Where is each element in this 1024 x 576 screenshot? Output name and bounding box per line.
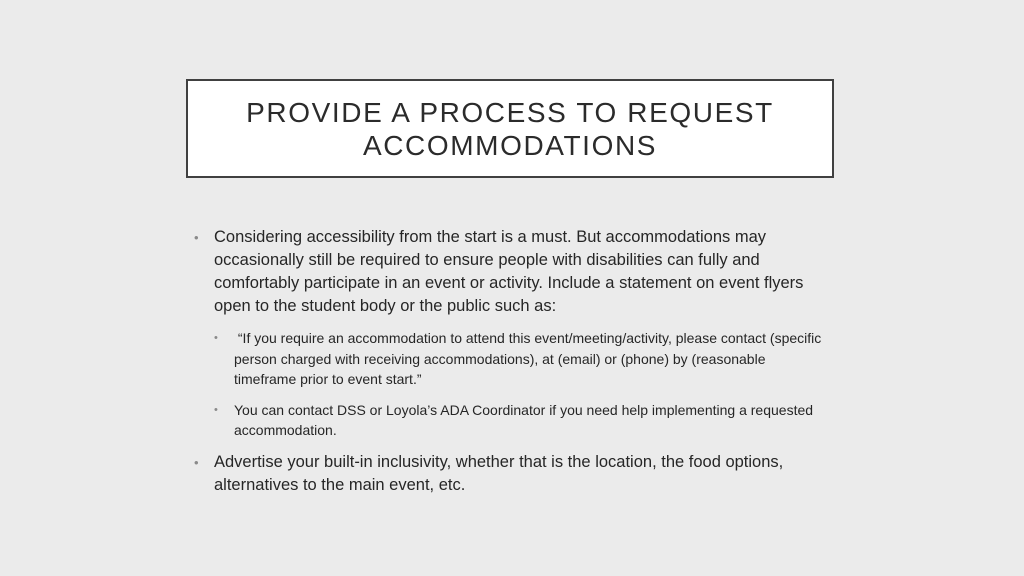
bullet-text: Advertise your built-in inclusivity, whether that is the location, the food options, alternatives to the main event, etc. <box>214 452 784 494</box>
sub-bullet-item-dss <box>193 400 823 441</box>
title-box <box>186 79 834 178</box>
bullet-dot-icon: • <box>214 332 218 344</box>
bullet-dot-icon: • <box>214 403 218 416</box>
sub-bullet-item-statement <box>193 328 826 390</box>
bullet-text: “If you require an accommodation to attend this event/meeting/activity, please contact (specific person charged with receiving accommodations), at (email) or (phone) by (reasonable timeframe prior to event start.” <box>234 330 826 387</box>
slide-title-line-1: PROVIDE A PROCESS TO REQUEST <box>246 96 774 128</box>
bullet-dot-icon: • <box>194 454 199 470</box>
slide-title <box>230 96 790 162</box>
slide-body <box>193 226 826 497</box>
bullet-item-advertise <box>193 451 823 497</box>
bullet-item-accessibility <box>193 226 823 318</box>
bullet-text: You can contact DSS or Loyola’s ADA Coordinator if you need help implementing a requested accommodation. <box>234 401 814 438</box>
bullet-text: Considering accessibility from the start is a must. But accommodations may occasionally still be required to ensure people with disabilities can fully and comfortably participate in an event or activity. Include a statement on event flyers open to the student body or the public such as: <box>214 228 804 315</box>
slide-title-line-2: ACCOMMODATIONS <box>362 129 658 161</box>
bullet-dot-icon: • <box>194 230 199 245</box>
